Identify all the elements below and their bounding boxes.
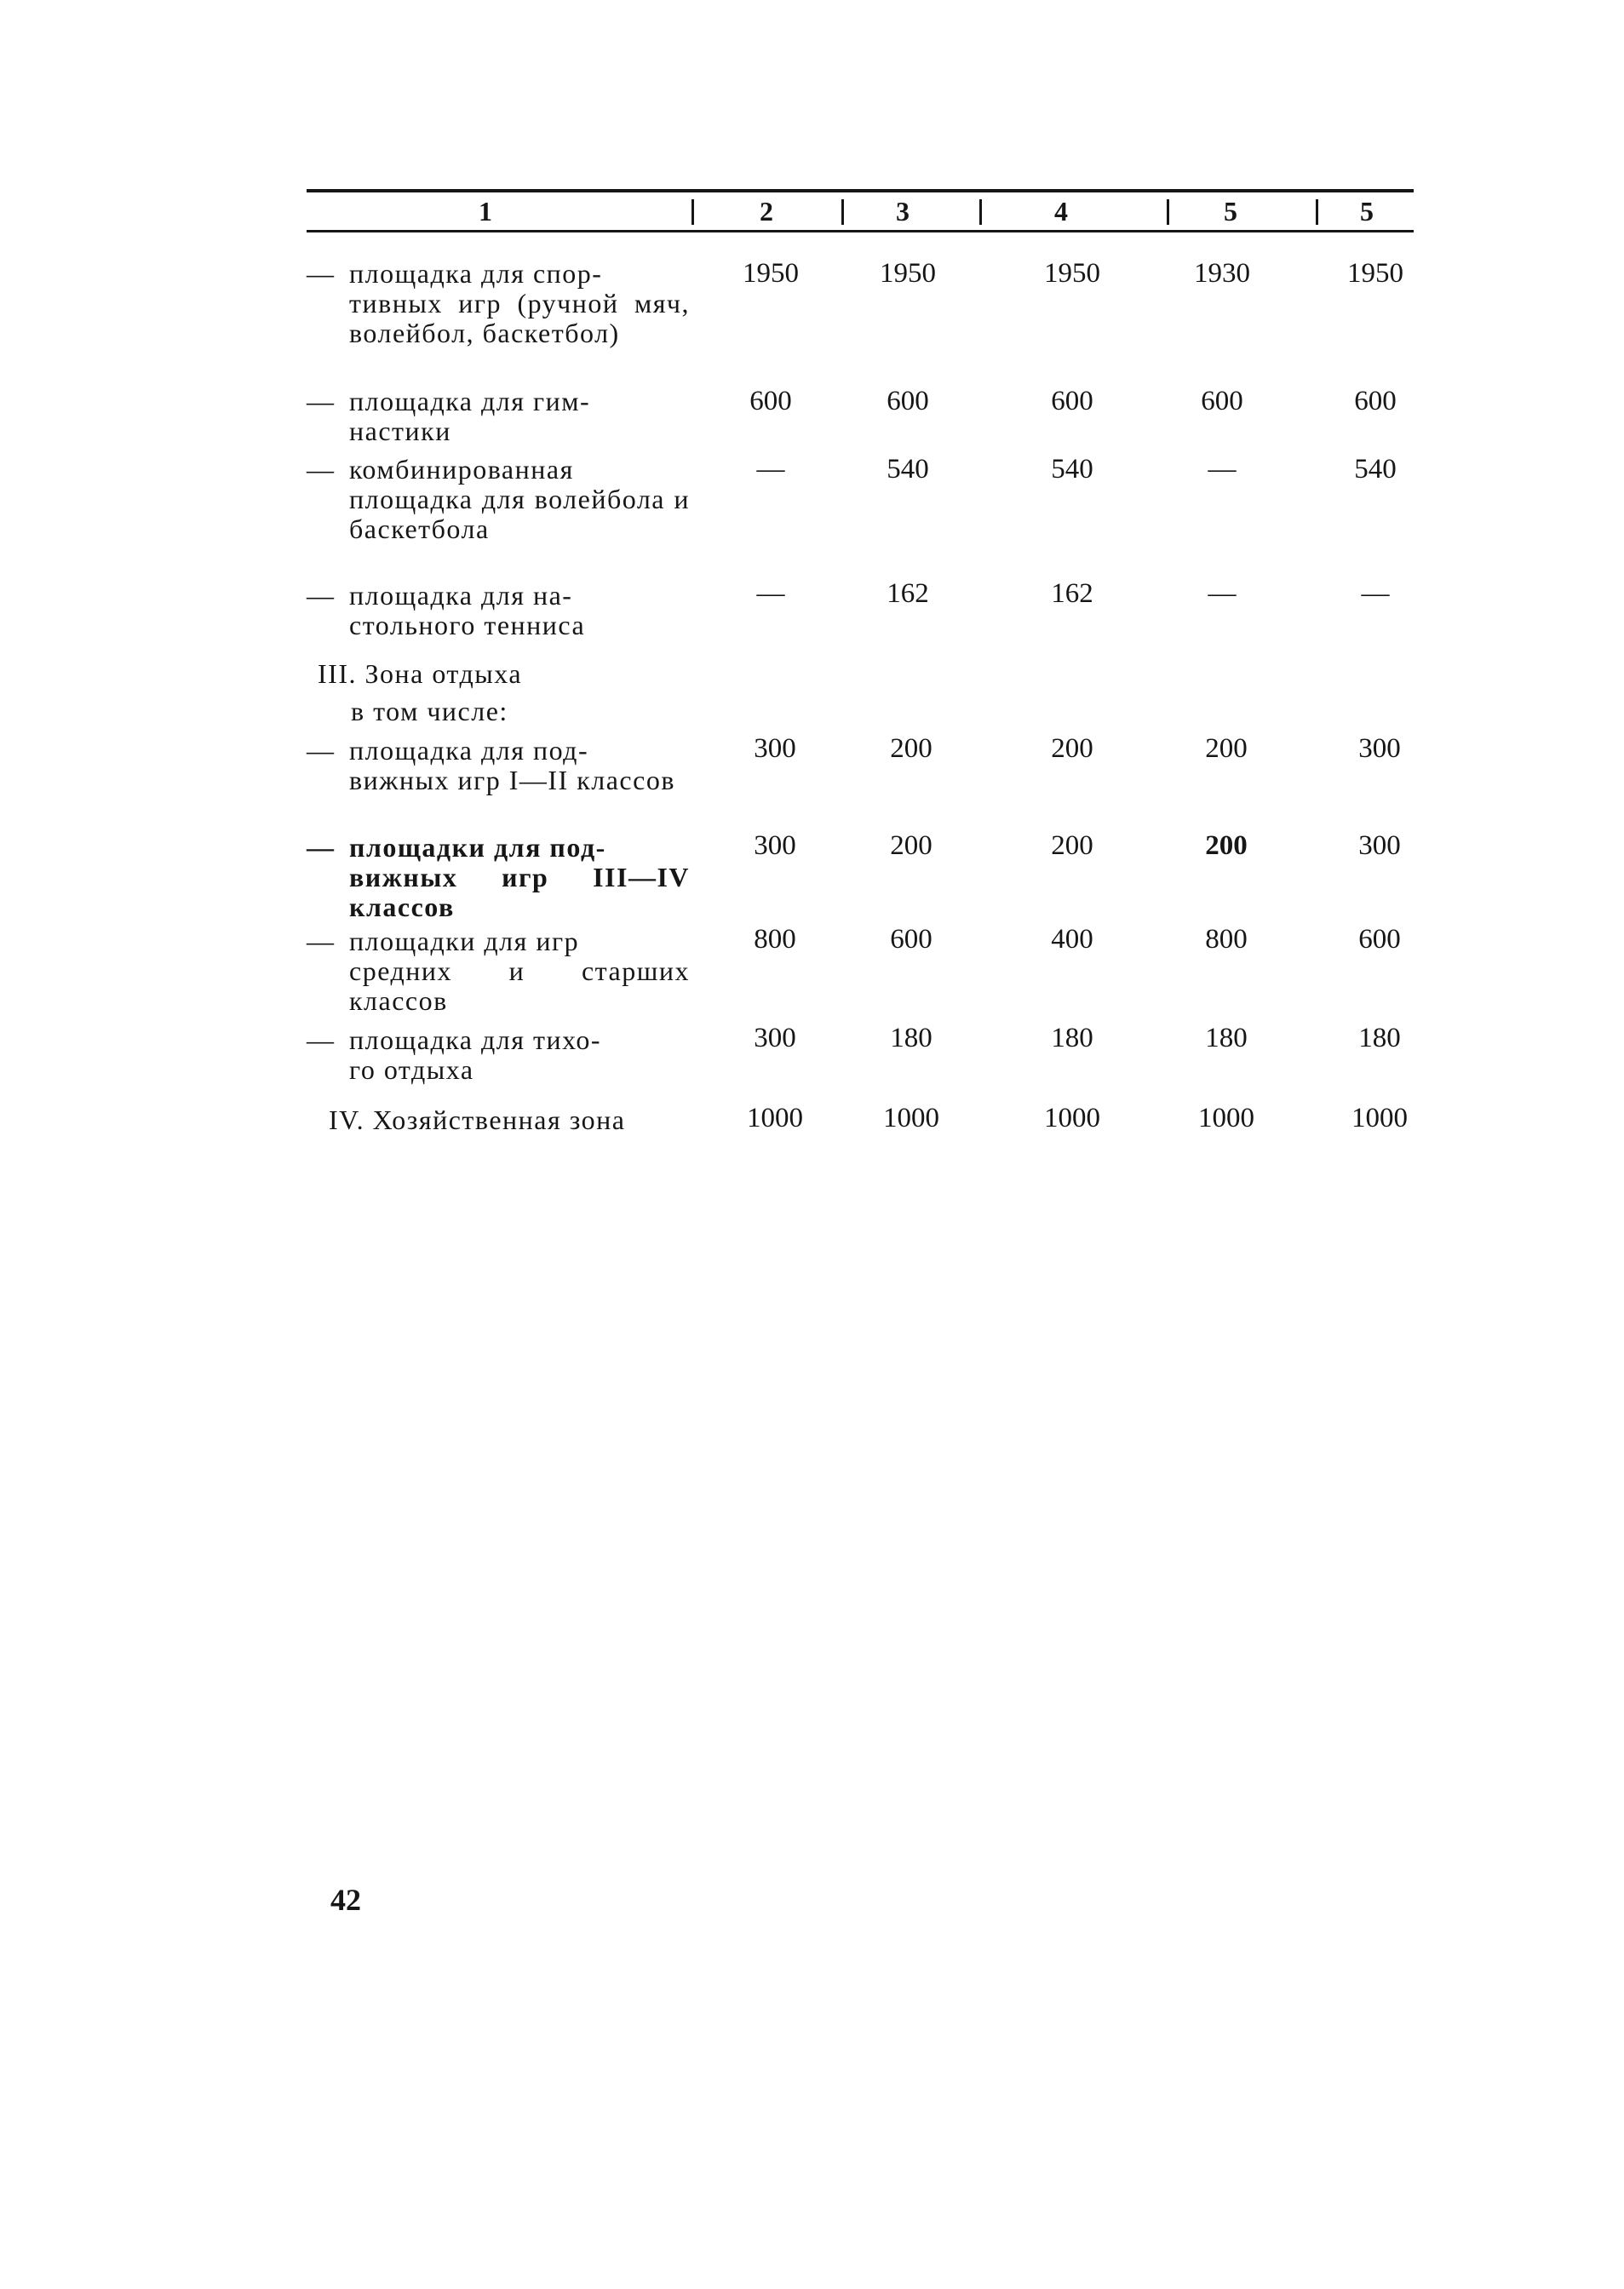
cell-value: 300 xyxy=(754,830,796,861)
cell-value: 600 xyxy=(1354,386,1397,416)
cell-value: 1950 xyxy=(880,258,936,289)
cell-value: 200 xyxy=(1051,733,1093,764)
cell-value: 162 xyxy=(887,578,929,609)
header-separator xyxy=(691,199,694,225)
cell-value: 800 xyxy=(1205,924,1248,955)
row-label xyxy=(307,736,690,795)
cell-value: 600 xyxy=(887,386,929,416)
cell-value: 540 xyxy=(887,454,929,485)
table-top-rule xyxy=(307,189,1414,192)
cell-value: 1000 xyxy=(1044,1103,1100,1133)
row-label xyxy=(307,833,690,922)
row-label-rest: го отдыха xyxy=(349,1054,474,1085)
dash-icon: — xyxy=(307,580,336,611)
cell-value: 600 xyxy=(1358,924,1401,955)
cell-value: 540 xyxy=(1051,454,1093,485)
cell-value: 600 xyxy=(1051,386,1093,416)
cell-value: 600 xyxy=(1201,386,1243,416)
cell-value: — xyxy=(756,578,785,609)
section-title: IV. Хозяйственная зона xyxy=(329,1104,626,1135)
header-col-2: 2 xyxy=(760,196,773,227)
row-label-first: площадки для игр xyxy=(349,926,580,956)
row-label-rest: вижных игр I—II классов xyxy=(349,765,675,795)
header-col-4: 4 xyxy=(1054,196,1068,227)
cell-value: 200 xyxy=(1205,733,1248,764)
cell-value: 1000 xyxy=(883,1103,939,1133)
cell-value: — xyxy=(1208,454,1237,485)
row-label-rest: стольного тенниса xyxy=(349,610,586,640)
row-label xyxy=(307,926,690,1016)
row-label-first: площадка для на- xyxy=(349,580,573,611)
cell-value: 800 xyxy=(754,924,796,955)
cell-value: 200 xyxy=(890,733,933,764)
row-label-rest: настики xyxy=(349,416,451,446)
page-number: 42 xyxy=(330,1883,361,1917)
cell-value: 180 xyxy=(1205,1023,1248,1053)
row-label-first: площадка для спор- xyxy=(349,258,603,289)
row-label-first: площадки для под- xyxy=(349,832,606,863)
cell-value: 162 xyxy=(1051,578,1093,609)
dash-icon: — xyxy=(307,258,336,289)
cell-value: 300 xyxy=(1358,830,1401,861)
cell-value: 300 xyxy=(754,733,796,764)
row-label-first: площадка для под- xyxy=(349,735,589,766)
row-label-rest: площадка для волейбола и баскетбола xyxy=(349,484,690,544)
cell-value: 200 xyxy=(1051,830,1093,861)
cell-value: — xyxy=(1208,578,1237,609)
header-col-6: 5 xyxy=(1360,196,1374,227)
cell-value: 1950 xyxy=(1347,258,1403,289)
row-label-first: площадка для тихо- xyxy=(349,1024,601,1055)
dash-icon: — xyxy=(307,926,336,956)
cell-value: 1000 xyxy=(1351,1103,1408,1133)
row-label-rest: тивных игр (ручной мяч, волейбол, баскетбол) xyxy=(349,288,690,348)
section-title: III. Зона отдыха xyxy=(318,658,523,689)
row-label xyxy=(307,387,690,446)
cell-value: 1000 xyxy=(747,1103,803,1133)
row-label xyxy=(307,259,690,348)
cell-value: 1930 xyxy=(1194,258,1250,289)
cell-value: 1950 xyxy=(1044,258,1100,289)
cell-value: 300 xyxy=(1358,733,1401,764)
cell-value: 400 xyxy=(1051,924,1093,955)
dash-icon: — xyxy=(307,735,336,766)
cell-value: 200 xyxy=(890,830,933,861)
row-label xyxy=(307,581,690,640)
dash-icon: — xyxy=(307,386,336,416)
row-label xyxy=(307,455,690,544)
dash-icon: — xyxy=(307,454,336,485)
cell-value: 300 xyxy=(754,1023,796,1053)
dash-icon: — xyxy=(307,832,336,863)
cell-value: 540 xyxy=(1354,454,1397,485)
row-label-first: площадка для гим- xyxy=(349,386,591,416)
row-label xyxy=(307,1025,690,1085)
cell-value: 1000 xyxy=(1198,1103,1254,1133)
header-separator xyxy=(1167,199,1169,225)
cell-value: 600 xyxy=(890,924,933,955)
header-separator xyxy=(1316,199,1318,225)
header-col-1: 1 xyxy=(479,196,492,227)
row-label-rest: средних и старших классов xyxy=(349,955,690,1016)
header-col-5: 5 xyxy=(1224,196,1237,227)
header-separator xyxy=(841,199,844,225)
section-subtitle: в том числе: xyxy=(351,696,508,726)
cell-value: 600 xyxy=(749,386,792,416)
header-bottom-rule xyxy=(307,230,1414,232)
cell-value: 200 xyxy=(1205,830,1248,861)
row-label-first: комбинированная xyxy=(349,454,574,485)
cell-value: 1950 xyxy=(743,258,799,289)
header-col-3: 3 xyxy=(896,196,910,227)
cell-value: — xyxy=(1361,578,1390,609)
dash-icon: — xyxy=(307,1024,336,1055)
header-separator xyxy=(979,199,982,225)
cell-value: — xyxy=(756,454,785,485)
cell-value: 180 xyxy=(1051,1023,1093,1053)
cell-value: 180 xyxy=(890,1023,933,1053)
row-label-rest: вижных игр III—IV классов xyxy=(349,862,690,922)
cell-value: 180 xyxy=(1358,1023,1401,1053)
